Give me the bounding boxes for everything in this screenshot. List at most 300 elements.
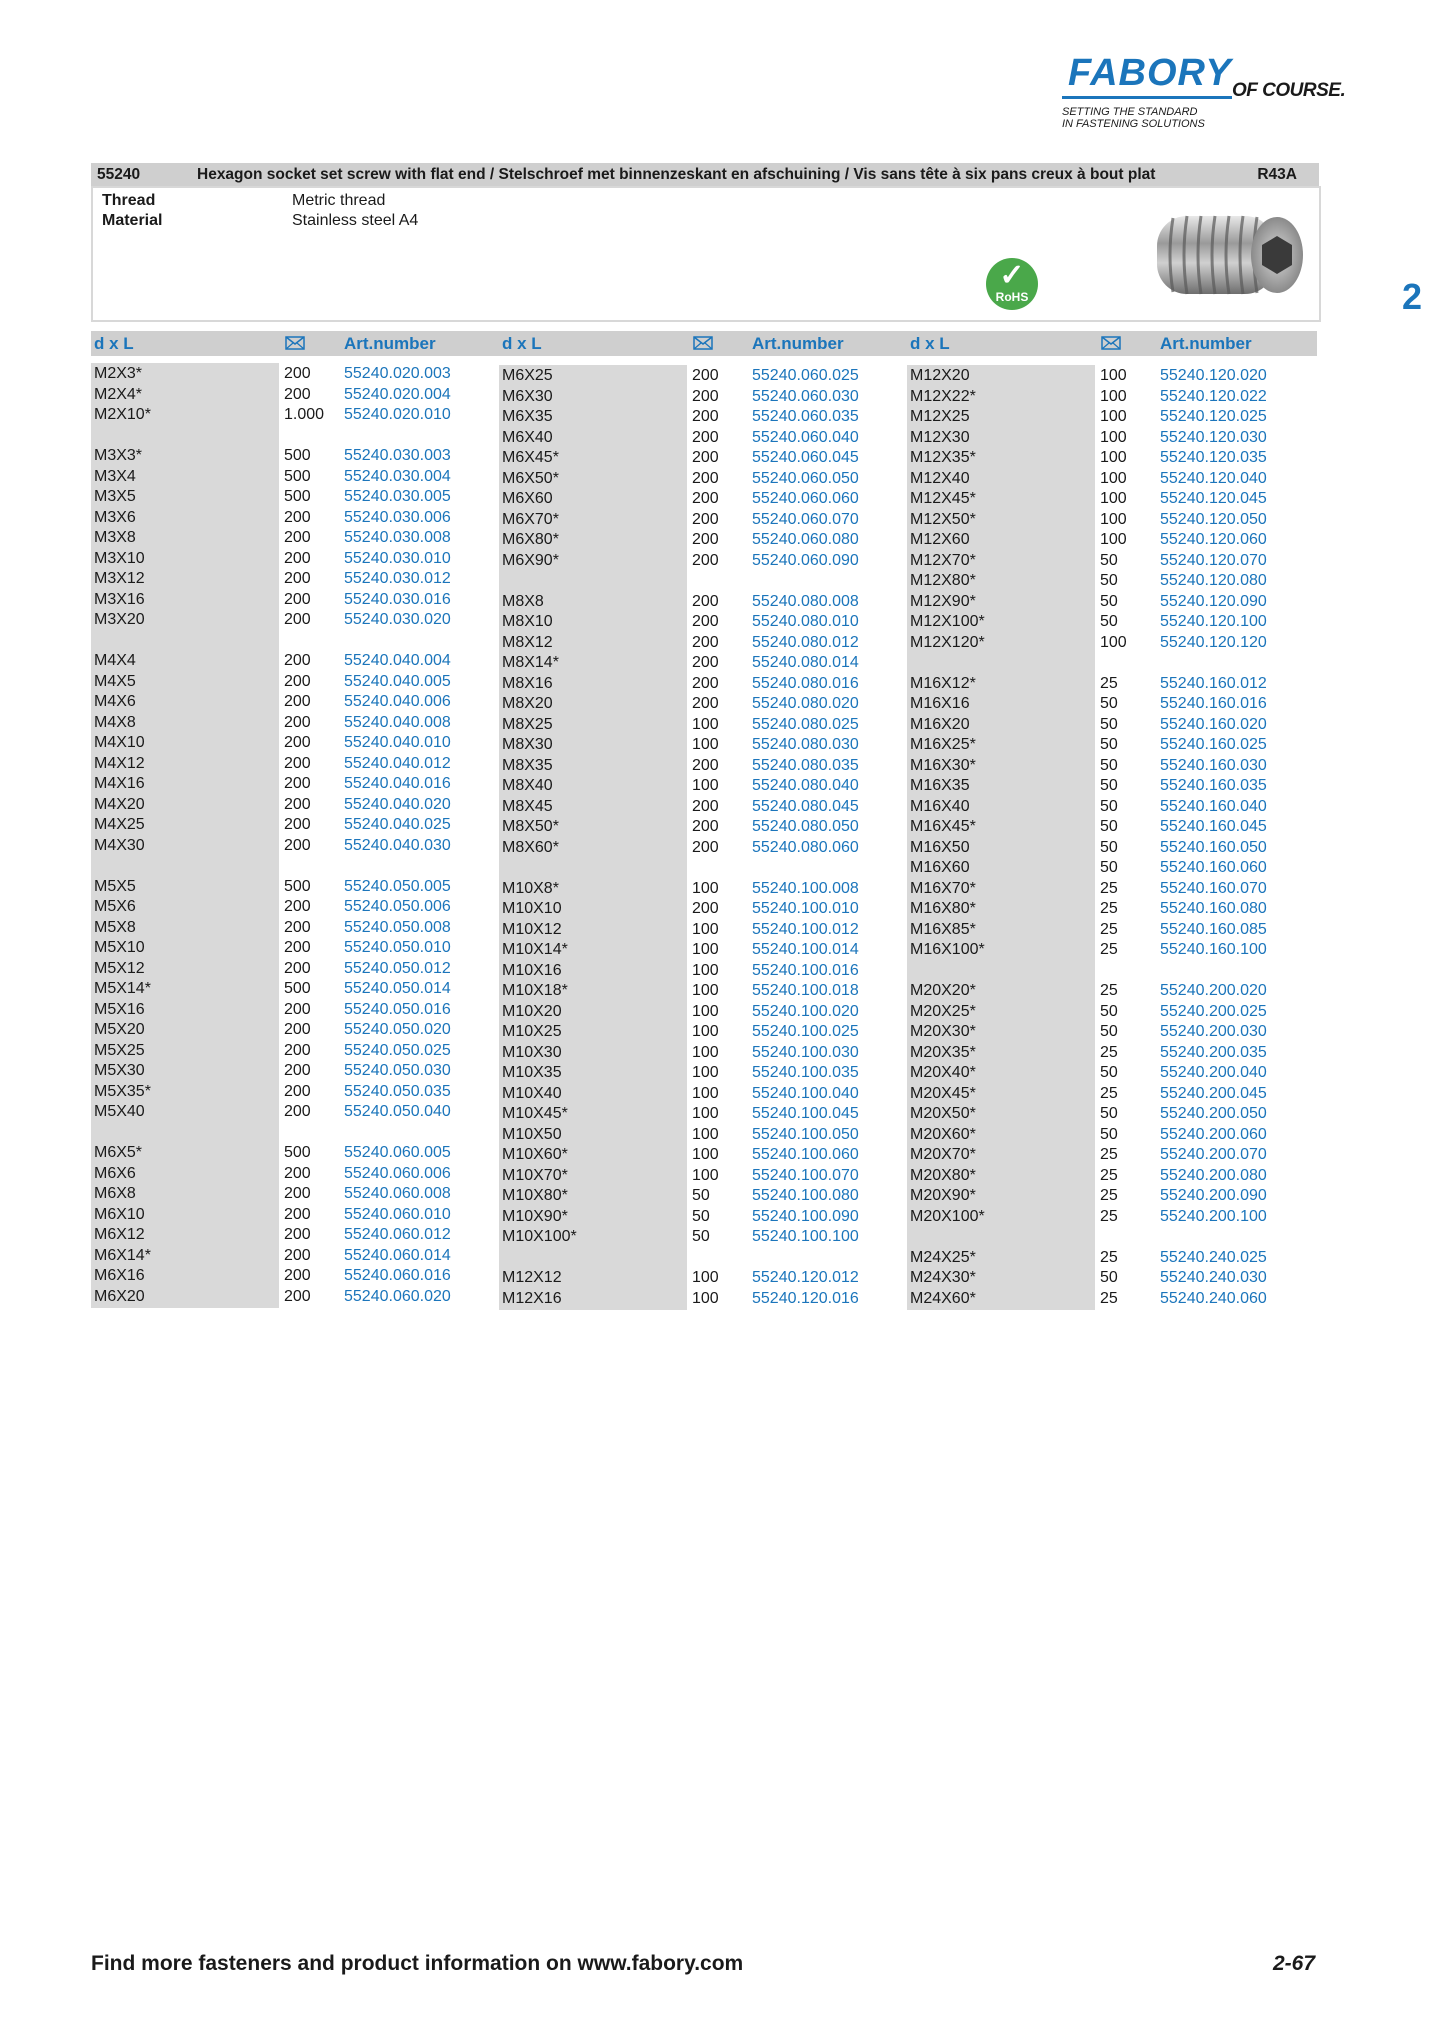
cell-dimension: M5X12 [94, 959, 145, 977]
cell-dimension: M20X40* [910, 1064, 976, 1081]
spec-value: Metric thread [292, 192, 386, 209]
cell-dimension: M8X30 [502, 736, 553, 753]
cell-quantity: 100 [1100, 387, 1127, 405]
cell-art-number: 55240.060.040 [752, 428, 859, 446]
table-column-3 [907, 331, 1317, 1307]
cell-art-number: 55240.060.090 [752, 551, 859, 569]
cell-dimension: M6X10 [94, 1205, 145, 1223]
table-column-2 [499, 331, 909, 1307]
cell-quantity: 200 [284, 508, 311, 526]
cell-quantity: 200 [284, 1021, 311, 1038]
cell-dimension: M6X25 [502, 367, 553, 384]
cell-quantity: 200 [692, 469, 719, 487]
header-dimension: d x L [502, 334, 542, 353]
cell-art-number: 55240.030.004 [344, 467, 451, 485]
check-icon: ✓ [999, 259, 1025, 292]
cell-art-number: 55240.240.060 [1160, 1289, 1267, 1307]
cell-art-number: 55240.060.010 [344, 1205, 451, 1223]
table-row [907, 1104, 1317, 1125]
cell-dimension: M6X35 [502, 408, 553, 425]
cell-dimension: M8X60* [502, 838, 559, 856]
cell-art-number: 55240.080.060 [752, 838, 859, 856]
cell-dimension: M8X45 [502, 797, 553, 815]
table-row [907, 571, 1317, 592]
cell-dimension: M5X8 [94, 918, 136, 936]
table-row [91, 1205, 501, 1226]
table-row [907, 407, 1317, 428]
cell-quantity: 200 [284, 652, 311, 669]
table-row [907, 1289, 1317, 1310]
cell-art-number: 55240.200.080 [1160, 1166, 1267, 1184]
cell-quantity: 100 [692, 736, 719, 753]
cell-quantity: 100 [692, 1105, 719, 1122]
table-row [91, 569, 501, 590]
cell-art-number: 55240.160.040 [1160, 797, 1267, 815]
table-row [907, 387, 1317, 408]
cell-quantity: 200 [284, 549, 311, 567]
cell-dimension: M4X8 [94, 713, 136, 731]
cell-quantity: 200 [692, 818, 719, 835]
cell-quantity: 100 [692, 1064, 719, 1081]
cell-art-number: 55240.100.008 [752, 879, 859, 897]
cell-art-number: 55240.080.020 [752, 695, 859, 712]
envelope-icon [1101, 336, 1121, 350]
cell-dimension: M3X12 [94, 570, 145, 587]
table-row [907, 530, 1317, 551]
table-row [91, 672, 501, 693]
cell-art-number: 55240.100.060 [752, 1146, 859, 1163]
cell-art-number: 55240.200.090 [1160, 1187, 1267, 1204]
cell-art-number: 55240.080.016 [752, 674, 859, 692]
cell-quantity: 500 [284, 447, 311, 464]
cell-art-number: 55240.030.008 [344, 529, 451, 546]
cell-quantity: 100 [692, 941, 719, 958]
cell-quantity: 200 [284, 1062, 311, 1079]
cell-quantity: 200 [692, 449, 719, 466]
logo-slogan-line1: SETTING THE STANDARD [1062, 106, 1198, 118]
table-row [907, 735, 1317, 756]
cell-dimension: M5X40 [94, 1103, 145, 1120]
cell-art-number: 55240.100.050 [752, 1125, 859, 1143]
cell-quantity: 25 [1100, 1248, 1118, 1266]
cell-dimension: M6X30 [502, 387, 553, 405]
cell-dimension: M10X60* [502, 1146, 568, 1163]
cell-quantity: 200 [284, 734, 311, 751]
table-row [91, 446, 501, 467]
cell-art-number: 55240.020.003 [344, 365, 451, 382]
cell-dimension: M10X16 [502, 961, 562, 979]
cell-art-number: 55240.200.050 [1160, 1105, 1267, 1122]
table-spacer-row [91, 1123, 501, 1144]
cell-quantity: 100 [1100, 633, 1127, 651]
cell-dimension: M6X16 [94, 1267, 145, 1284]
table-row [907, 1186, 1317, 1207]
cell-quantity: 200 [284, 1267, 311, 1284]
cell-dimension: M6X5* [94, 1144, 143, 1161]
cell-quantity: 200 [284, 385, 311, 403]
cell-quantity: 50 [692, 1207, 710, 1225]
cell-art-number: 55240.060.030 [752, 387, 859, 405]
cell-art-number: 55240.060.060 [752, 490, 859, 507]
table-row [499, 1166, 909, 1187]
cell-art-number: 55240.040.008 [344, 713, 451, 731]
cell-quantity: 200 [284, 529, 311, 546]
cell-art-number: 55240.040.012 [344, 754, 451, 772]
cell-quantity: 500 [284, 467, 311, 485]
cell-art-number: 55240.160.020 [1160, 715, 1267, 733]
cell-dimension: M16X30* [910, 756, 976, 774]
cell-quantity: 200 [284, 1103, 311, 1120]
cell-dimension: M12X25 [910, 408, 970, 425]
cell-quantity: 50 [692, 1187, 710, 1204]
cell-quantity: 200 [284, 570, 311, 587]
cell-dimension: M16X85* [910, 920, 976, 938]
table-row [907, 612, 1317, 633]
cell-art-number: 55240.030.010 [344, 549, 451, 567]
cell-dimension: M3X20 [94, 611, 145, 628]
table-body [907, 366, 1317, 1309]
cell-art-number: 55240.040.025 [344, 816, 451, 833]
cell-dimension: M12X60 [910, 531, 970, 548]
table-row [91, 836, 501, 857]
cell-art-number: 55240.060.008 [344, 1185, 451, 1202]
cell-art-number: 55240.120.022 [1160, 387, 1267, 405]
cell-quantity: 200 [692, 387, 719, 405]
cell-dimension: M10X35 [502, 1064, 562, 1081]
logo-of-course: OF COURSE. [1232, 80, 1346, 101]
cell-dimension: M20X50* [910, 1105, 976, 1122]
cell-dimension: M5X6 [94, 898, 136, 915]
table-row [907, 551, 1317, 572]
table-row [91, 508, 501, 529]
table-row [91, 979, 501, 1000]
table-row [499, 1002, 909, 1023]
cell-art-number: 55240.120.040 [1160, 469, 1267, 487]
table-row [91, 1266, 501, 1287]
header-art-number: Art.number [344, 334, 436, 353]
table-row [499, 387, 909, 408]
cell-dimension: M20X100* [910, 1207, 985, 1225]
cell-quantity: 1.000 [284, 406, 325, 423]
cell-art-number: 55240.060.045 [752, 449, 859, 466]
cell-quantity: 25 [1100, 1146, 1118, 1163]
table-row [907, 797, 1317, 818]
cell-dimension: M8X12 [502, 633, 553, 651]
table-row [907, 1145, 1317, 1166]
table-row [91, 1225, 501, 1246]
cell-quantity: 200 [284, 959, 311, 977]
table-row [499, 920, 909, 941]
table-spacer-row [91, 426, 501, 447]
cell-dimension: M4X30 [94, 836, 145, 854]
cell-dimension: M12X100* [910, 613, 985, 630]
cell-art-number: 55240.080.035 [752, 756, 859, 774]
cell-quantity: 100 [692, 1023, 719, 1040]
cell-dimension: M4X6 [94, 693, 136, 710]
cell-art-number: 55240.030.006 [344, 508, 451, 526]
cell-art-number: 55240.080.040 [752, 777, 859, 794]
cell-quantity: 25 [1100, 1043, 1118, 1061]
cell-quantity: 200 [692, 695, 719, 712]
cell-quantity: 50 [1100, 715, 1118, 733]
cell-quantity: 100 [692, 982, 719, 999]
cell-quantity: 25 [1100, 1084, 1118, 1102]
table-row [907, 448, 1317, 469]
rohs-label: RoHS [995, 290, 1029, 304]
cell-dimension: M12X120* [910, 633, 985, 651]
cell-dimension: M10X70* [502, 1166, 568, 1184]
cell-quantity: 100 [692, 1146, 719, 1163]
cell-quantity: 200 [284, 939, 311, 956]
table-row [91, 1246, 501, 1267]
table-row [499, 1186, 909, 1207]
cell-art-number: 55240.050.016 [344, 1000, 451, 1018]
cell-dimension: M4X20 [94, 795, 145, 813]
cell-art-number: 55240.100.070 [752, 1166, 859, 1184]
cell-quantity: 200 [692, 900, 719, 917]
cell-art-number: 55240.240.030 [1160, 1269, 1267, 1286]
table-row [907, 469, 1317, 490]
cell-art-number: 55240.020.004 [344, 385, 451, 403]
table-row [499, 407, 909, 428]
cell-quantity: 50 [1100, 818, 1118, 835]
cell-quantity: 50 [1100, 1125, 1118, 1143]
table-row [91, 692, 501, 713]
table-spacer-row [91, 631, 501, 652]
envelope-icon [285, 336, 305, 350]
cell-quantity: 50 [1100, 797, 1118, 815]
table-row [907, 1043, 1317, 1064]
cell-quantity: 25 [1100, 1187, 1118, 1204]
cell-dimension: M6X50* [502, 469, 559, 487]
cell-quantity: 200 [284, 1000, 311, 1018]
cell-quantity: 100 [1100, 449, 1127, 466]
cell-dimension: M12X12 [502, 1269, 562, 1286]
table-row [907, 633, 1317, 654]
cell-art-number: 55240.080.014 [752, 654, 859, 671]
cell-dimension: M8X8 [502, 592, 544, 610]
cell-art-number: 55240.160.100 [1160, 941, 1267, 958]
cell-art-number: 55240.050.035 [344, 1082, 451, 1100]
table-row [499, 1227, 909, 1248]
cell-art-number: 55240.050.006 [344, 898, 451, 915]
cell-dimension: M10X45* [502, 1105, 568, 1122]
table-row [499, 735, 909, 756]
table-row [91, 713, 501, 734]
cell-art-number: 55240.160.016 [1160, 695, 1267, 712]
cell-quantity: 200 [284, 1226, 311, 1243]
cell-quantity: 200 [692, 592, 719, 610]
cell-dimension: M4X5 [94, 672, 136, 690]
cell-art-number: 55240.200.020 [1160, 982, 1267, 999]
cell-dimension: M2X10* [94, 406, 151, 423]
cell-dimension: M10X100* [502, 1228, 577, 1245]
cell-art-number: 55240.030.016 [344, 590, 451, 608]
cell-art-number: 55240.200.025 [1160, 1002, 1267, 1020]
cell-dimension: M12X50* [910, 510, 976, 528]
cell-art-number: 55240.160.060 [1160, 859, 1267, 876]
cell-art-number: 55240.100.100 [752, 1228, 859, 1245]
cell-quantity: 200 [692, 551, 719, 569]
cell-art-number: 55240.240.025 [1160, 1248, 1267, 1266]
cell-quantity: 50 [1100, 1064, 1118, 1081]
cell-quantity: 50 [1100, 777, 1118, 794]
table-row [91, 1164, 501, 1185]
table-row [907, 1084, 1317, 1105]
cell-art-number: 55240.060.014 [344, 1246, 451, 1264]
cell-quantity: 100 [692, 1269, 719, 1286]
table-row [499, 1022, 909, 1043]
cell-quantity: 100 [692, 715, 719, 733]
cell-quantity: 100 [692, 1043, 719, 1061]
cell-quantity: 100 [692, 1002, 719, 1020]
cell-quantity: 25 [1100, 674, 1118, 692]
cell-dimension: M3X5 [94, 488, 136, 505]
cell-art-number: 55240.120.025 [1160, 408, 1267, 425]
table-row [499, 1063, 909, 1084]
table-row [91, 405, 501, 426]
cell-quantity: 200 [284, 1082, 311, 1100]
cell-art-number: 55240.120.060 [1160, 531, 1267, 548]
table-row [499, 633, 909, 654]
cell-quantity: 25 [1100, 900, 1118, 917]
cell-dimension: M16X45* [910, 818, 976, 835]
header-dimension: d x L [94, 334, 134, 353]
product-ref: R43A [1257, 166, 1297, 183]
table-row [91, 918, 501, 939]
cell-dimension: M10X14* [502, 941, 568, 958]
cell-art-number: 55240.050.040 [344, 1103, 451, 1120]
cell-art-number: 55240.030.003 [344, 447, 451, 464]
cell-quantity: 200 [284, 1041, 311, 1059]
cell-dimension: M3X4 [94, 467, 136, 485]
cell-art-number: 55240.100.080 [752, 1187, 859, 1204]
cell-quantity: 200 [692, 490, 719, 507]
cell-art-number: 55240.200.060 [1160, 1125, 1267, 1143]
table-row [91, 1082, 501, 1103]
table-row [499, 817, 909, 838]
cell-dimension: M20X30* [910, 1023, 976, 1040]
cell-quantity: 100 [692, 1289, 719, 1307]
cell-dimension: M24X25* [910, 1248, 976, 1266]
cell-dimension: M10X20 [502, 1002, 562, 1020]
cell-art-number: 55240.030.020 [344, 611, 451, 628]
cell-quantity: 25 [1100, 982, 1118, 999]
cell-quantity: 200 [692, 613, 719, 630]
cell-dimension: M5X35* [94, 1082, 151, 1100]
cell-dimension: M6X8 [94, 1185, 136, 1202]
cell-dimension: M16X60 [910, 859, 970, 876]
cell-art-number: 55240.160.025 [1160, 736, 1267, 753]
cell-dimension: M4X16 [94, 775, 145, 792]
cell-art-number: 55240.120.020 [1160, 367, 1267, 384]
table-row [907, 838, 1317, 859]
cell-art-number: 55240.030.012 [344, 570, 451, 587]
cell-quantity: 200 [284, 365, 311, 382]
table-row [499, 592, 909, 613]
cell-quantity: 50 [1100, 838, 1118, 856]
cell-quantity: 100 [692, 920, 719, 938]
cell-art-number: 55240.040.005 [344, 672, 451, 690]
table-row [499, 489, 909, 510]
cell-quantity: 500 [284, 488, 311, 505]
cell-quantity: 200 [284, 713, 311, 731]
cell-quantity: 100 [1100, 490, 1127, 507]
cell-art-number: 55240.080.045 [752, 797, 859, 815]
table-row [499, 879, 909, 900]
cell-art-number: 55240.100.040 [752, 1084, 859, 1102]
table-row [907, 1063, 1317, 1084]
table-row [91, 774, 501, 795]
header-art-number: Art.number [1160, 334, 1252, 353]
cell-art-number: 55240.120.035 [1160, 449, 1267, 466]
table-row [91, 528, 501, 549]
logo-brand-name: FABORY [1068, 52, 1232, 94]
cell-art-number: 55240.040.030 [344, 836, 451, 854]
cell-art-number: 55240.200.030 [1160, 1023, 1267, 1040]
cell-dimension: M10X90* [502, 1207, 568, 1225]
header-art-number: Art.number [752, 334, 844, 353]
cell-dimension: M4X4 [94, 652, 136, 669]
cell-dimension: M12X35* [910, 449, 976, 466]
cell-quantity: 200 [284, 775, 311, 792]
cell-dimension: M8X50* [502, 818, 559, 835]
cell-dimension: M5X20 [94, 1021, 145, 1038]
cell-art-number: 55240.160.012 [1160, 674, 1267, 692]
table-row [499, 981, 909, 1002]
cell-dimension: M8X20 [502, 695, 553, 712]
cell-art-number: 55240.100.045 [752, 1105, 859, 1122]
cell-dimension: M5X16 [94, 1000, 145, 1018]
cell-art-number: 55240.060.012 [344, 1226, 451, 1243]
cell-quantity: 200 [284, 693, 311, 710]
cell-quantity: 200 [284, 795, 311, 813]
table-row [91, 959, 501, 980]
table-row [91, 1143, 501, 1164]
cell-art-number: 55240.040.020 [344, 795, 451, 813]
cell-quantity: 100 [1100, 531, 1127, 548]
table-row [907, 981, 1317, 1002]
table-row [499, 366, 909, 387]
cell-dimension: M6X70* [502, 510, 559, 528]
cell-dimension: M20X70* [910, 1146, 976, 1163]
cell-quantity: 200 [284, 1164, 311, 1182]
table-row [91, 1061, 501, 1082]
cell-dimension: M12X70* [910, 551, 976, 569]
cell-art-number: 55240.040.004 [344, 652, 451, 669]
cell-art-number: 55240.120.070 [1160, 551, 1267, 569]
cell-quantity: 200 [692, 633, 719, 651]
table-body [91, 364, 501, 1307]
cell-art-number: 55240.120.100 [1160, 613, 1267, 630]
table-row [907, 694, 1317, 715]
cell-art-number: 55240.050.025 [344, 1041, 451, 1059]
cell-art-number: 55240.200.045 [1160, 1084, 1267, 1102]
table-row [499, 1125, 909, 1146]
page-number: 2-67 [1273, 1952, 1316, 1975]
cell-art-number: 55240.120.016 [752, 1289, 859, 1307]
table-row [91, 815, 501, 836]
cell-quantity: 200 [692, 367, 719, 384]
cell-quantity: 50 [1100, 859, 1118, 876]
cell-art-number: 55240.050.010 [344, 939, 451, 956]
cell-art-number: 55240.160.085 [1160, 920, 1267, 938]
cell-art-number: 55240.100.020 [752, 1002, 859, 1020]
cell-dimension: M3X6 [94, 508, 136, 526]
cell-dimension: M10X40 [502, 1084, 562, 1102]
rohs-badge [986, 258, 1038, 310]
cell-quantity: 500 [284, 1144, 311, 1161]
